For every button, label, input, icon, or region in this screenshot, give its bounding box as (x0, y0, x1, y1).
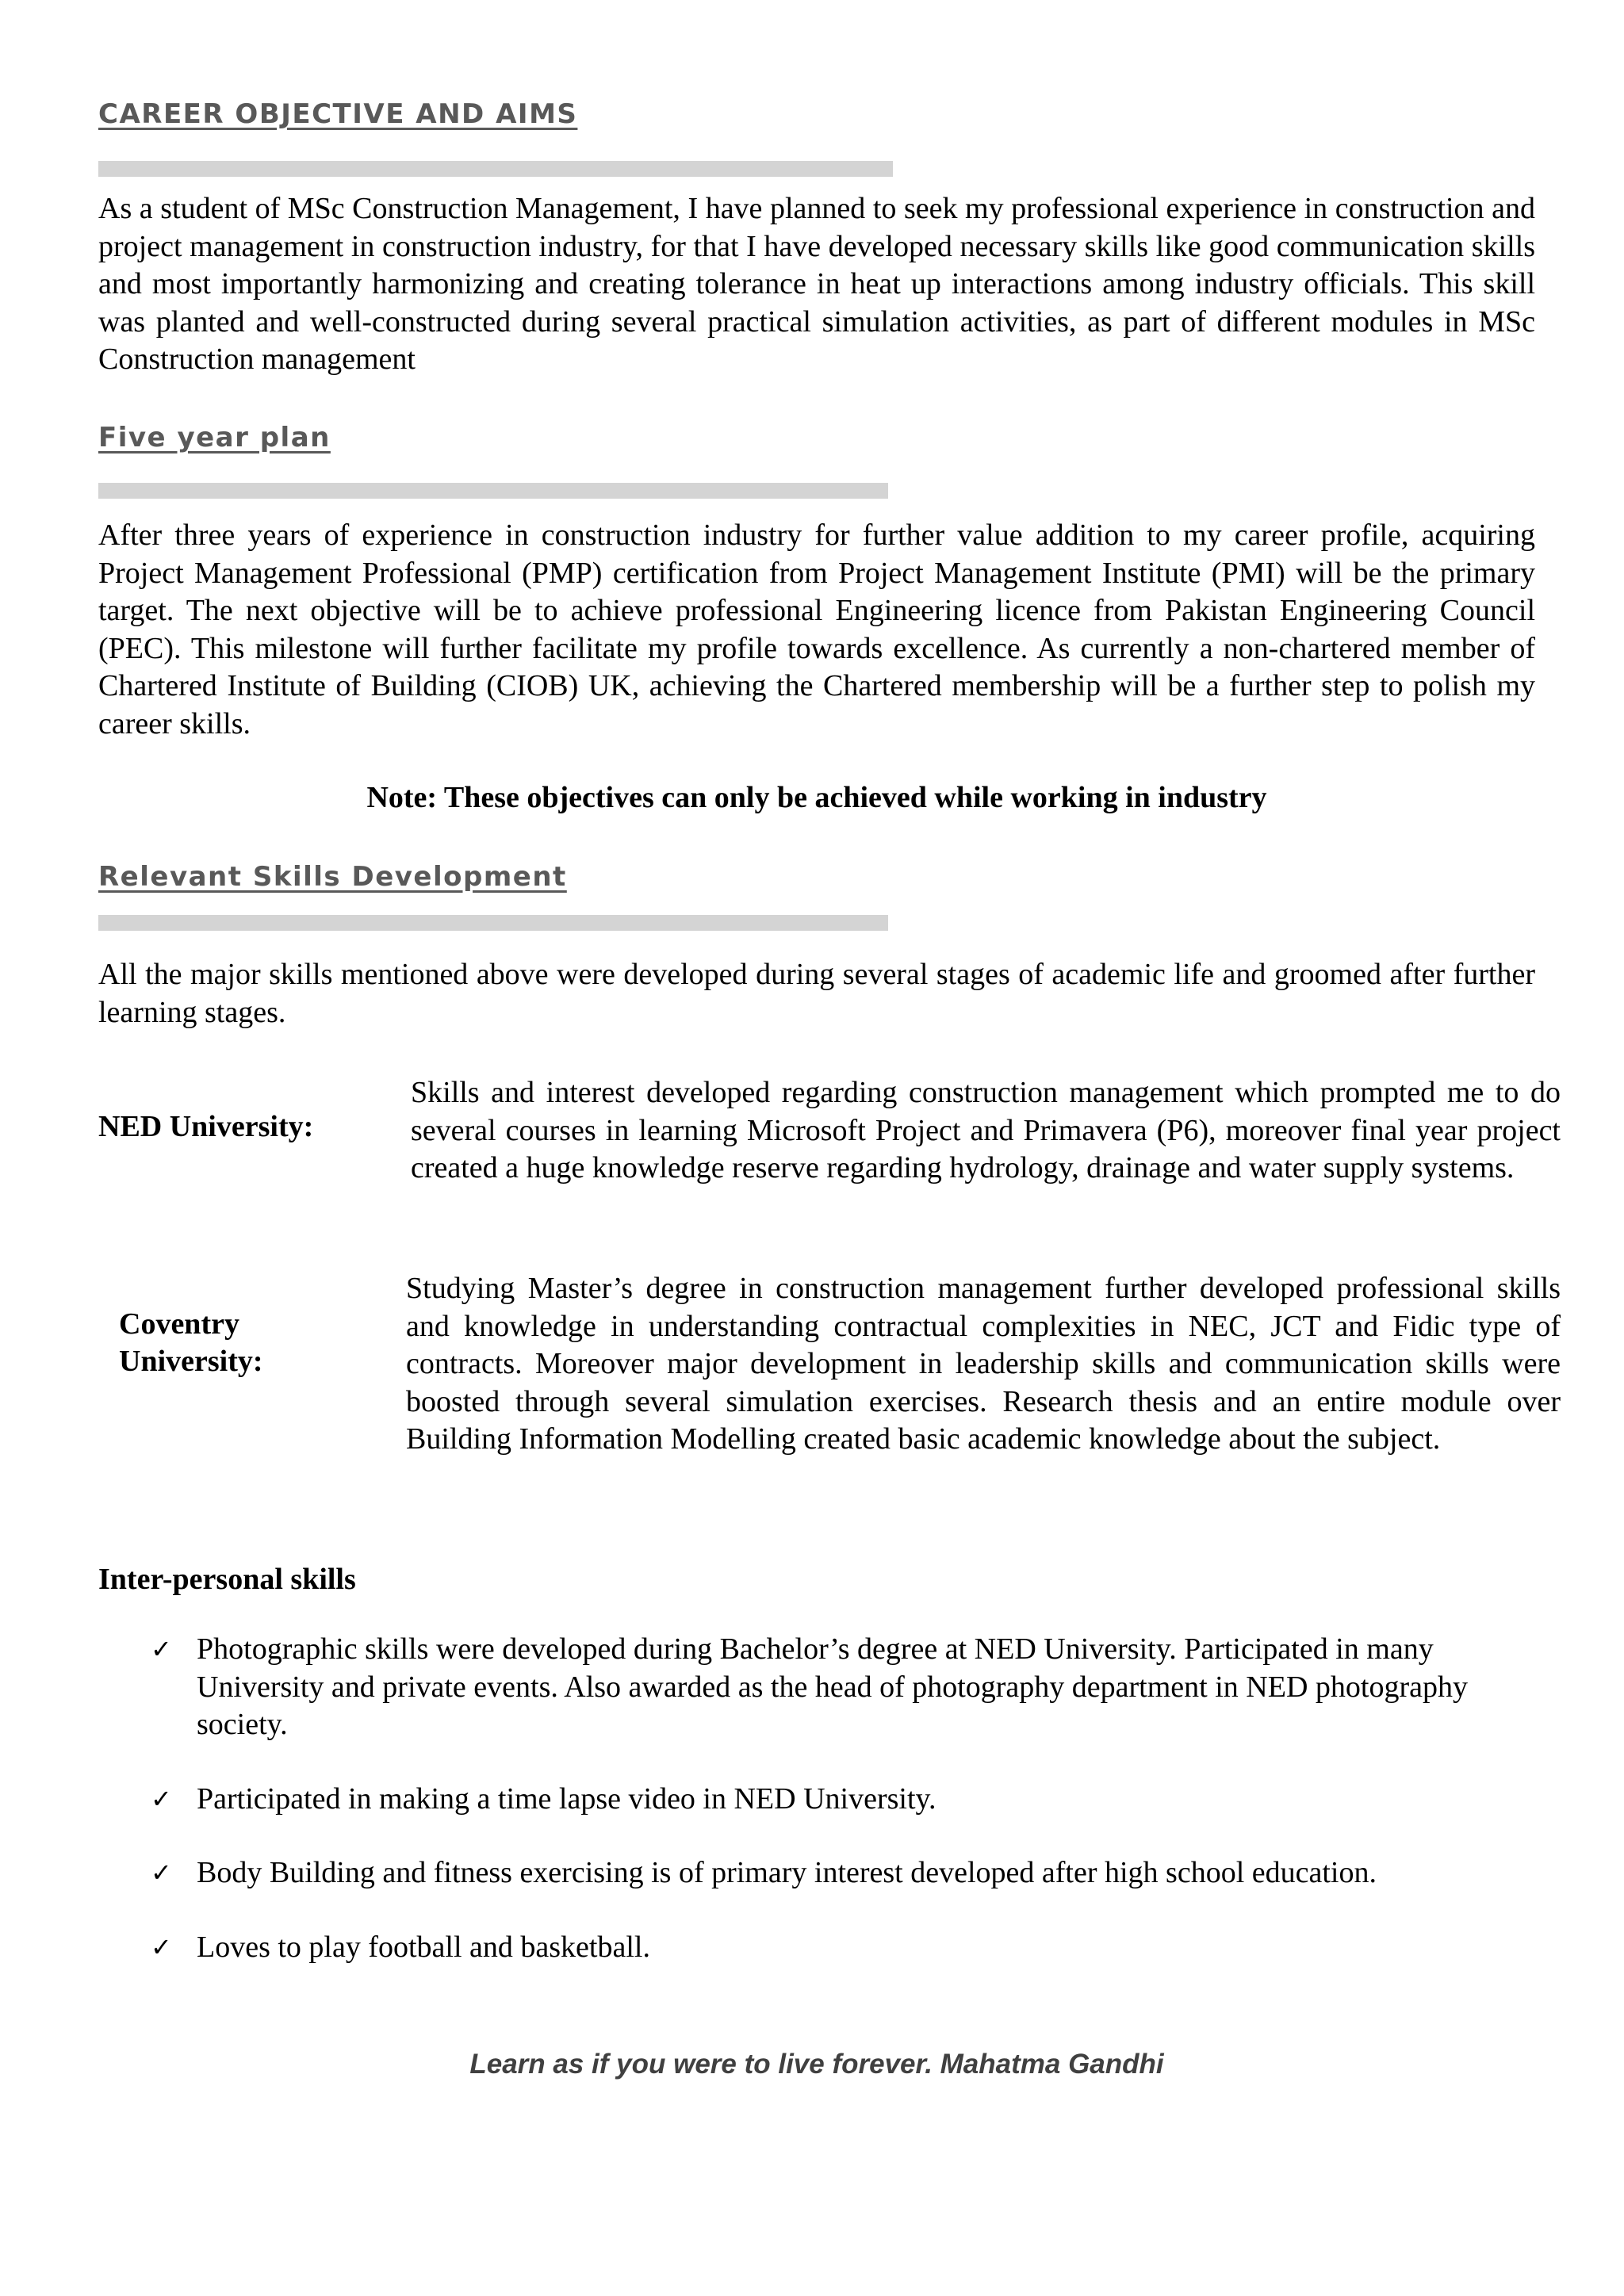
list-item (151, 1854, 1499, 1892)
gandhi-quote: Learn as if you were to live forever. Mahatma Gandhi (469, 2049, 1164, 2080)
list-item-text: Body Building and fitness exercising is of primary interest developed after high school education. (197, 1856, 1377, 1889)
interpersonal-skills-heading: Inter-personal skills (98, 1563, 356, 1596)
ned-university-label: NED University: (98, 1110, 314, 1143)
checkmark-icon: ✓ (151, 1783, 172, 1814)
list-item-text: Participated in making a time lapse video in NED University. (197, 1781, 936, 1816)
list-item (151, 1929, 1499, 1967)
list-item (151, 1631, 1499, 1744)
coventry-university-text: Studying Master’s degree in construction management further developed professional skills and knowledge in understanding contractual complexities in NEC, JCT and Fidic type of contracts. Moreover major development in leadership skills and communication skills were boosted through several simulation exercises. Research thesis and an entire module over Building Information Modelling created basic academic knowledge about the subject. (406, 1272, 1561, 1456)
five-year-plan-text: After three years of experience in construction industry for further value addition to my career profile, acquiring Project Management Professional (PMP) certification from Project Management Institute (PMI) will be the primary target. The next objective will be to achieve professional Engineering licence from Pakistan Engineering Council (PEC). This milestone will further facilitate my profile towards excellence. As currently a non-chartered member of Chartered Institute of Building (CIOB) UK, achieving the Chartered membership will be a further step to polish my career skills. (98, 519, 1535, 740)
list-item-text: Loves to play football and basketball. (197, 1930, 650, 1964)
objectives-note: Note: These objectives can only be achieved while working in industry (366, 781, 1267, 814)
list-item (151, 1781, 1499, 1819)
list-item-text: Photographic skills were developed during Bachelor’s degree at NED University. Participated in many University and private events. Also awarded as the head of photography department in NED photography society. (197, 1632, 1468, 1741)
section-divider (98, 483, 888, 499)
five-year-plan-heading: Five year plan (98, 422, 331, 453)
career-objective-text: As a student of MSc Construction Management, I have planned to seek my professional experience in construction and project management in construction industry, for that I have developed necessary skills like good communication skills and most importantly harmonizing and creating tolerance in heat up interactions among industry officials. This skill was planted and well-constructed during several practical simulation activities, as part of different modules in MSc Construction management (98, 192, 1535, 376)
checkmark-icon: ✓ (151, 1634, 172, 1664)
skills-development-heading: Relevant Skills Development (98, 861, 567, 893)
ned-university-text: Skills and interest developed regarding construction management which prompted me to do several courses in learning Microsoft Project and Primavera (P6), moreover final year project created a huge knowledge reserve regarding hydrology, drainage and water supply systems. (411, 1076, 1561, 1184)
career-objective-heading: CAREER OBJECTIVE AND AIMS (98, 98, 578, 130)
coventry-university-label: Coventry University: (119, 1307, 263, 1378)
skills-intro-text: All the major skills mentioned above were developed during several stages of academic life and groomed after further learning stages. (98, 958, 1535, 1029)
section-divider (98, 915, 888, 931)
checkmark-icon: ✓ (151, 1931, 172, 1962)
checkmark-icon: ✓ (151, 1858, 172, 1888)
interpersonal-skills-list (151, 1631, 1499, 2003)
section-divider (98, 161, 893, 177)
